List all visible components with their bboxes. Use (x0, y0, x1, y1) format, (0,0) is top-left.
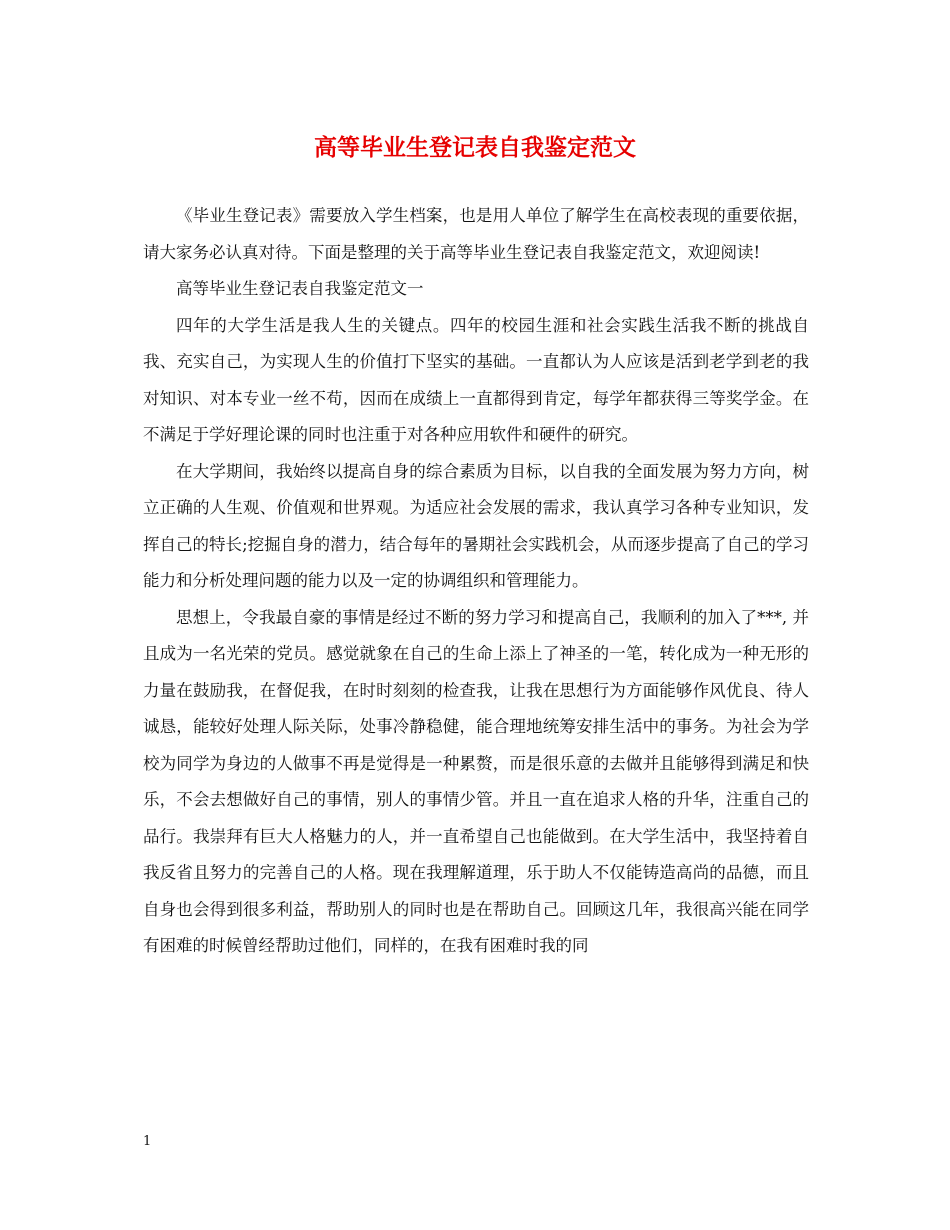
body-paragraph: 思想上，令我最自豪的事情是经过不断的努力学习和提高自己，我顺利的加入了***, 并且成为一名光荣的党员。感觉就象在自己的生命上添上了神圣的一笔，转化成为一种无形的力量在鼓励我，在督促我，在时时刻刻的检查我，让我在思想行为方面能够作风优良、待人诚恳，能较好处理人际关际，处事冷静稳健，能合理地统筹安排生活中的事务。为社会为学校为同学为身边的人做事不再是觉得是一种累赘，而是很乐意的去做并且能够得到满足和快乐，不会去想做好自己的事情，别人的事情少管。并且一直在追求人格的升华，注重自己的品行。我崇拜有巨大人格魅力的人，并一直希望自己也能做到。在大学生活中，我坚持着自我反省且努力的完善自己的人格。现在我理解道理，乐于助人不仅能铸造高尚的品德，而且自身也会得到很多利益，帮助别人的同时也是在帮助自己。回顾这几年，我很高兴能在同学有困难的时候曾经帮助过他们，同样的，在我有困难时我的同 (143, 607, 809, 955)
intro-paragraph: 《毕业生登记表》需要放入学生档案，也是用人单位了解学生在高校表现的重要依据，请大家务必认真对待。下面是整理的关于高等毕业生登记表自我鉴定范文，欢迎阅读! (143, 206, 809, 262)
document-title: 高等毕业生登记表自我鉴定范文 (314, 134, 636, 161)
document-body (143, 198, 809, 965)
body-paragraph: 在大学期间，我始终以提高自身的综合素质为目标，以自我的全面发展为努力方向，树立正确的人生观、价值观和世界观。为适应社会发展的需求，我认真学习各种专业知识，发挥自己的特长;挖掘自身的潜力，结合每年的暑期社会实践机会，从而逐步提高了自己的学习能力和分析处理问题的能力以及一定的协调组织和管理能力。 (143, 461, 809, 590)
body-paragraph: 四年的大学生活是我人生的关键点。四年的校园生涯和社会实践生活我不断的挑战自我、充实自己，为实现人生的价值打下坚实的基础。一直都认为人应该是活到老学到老的我对知识、对本专业一丝不苟，因而在成绩上一直都得到肯定，每学年都获得三等奖学金。在不满足于学好理论课的同时也注重于对各种应用软件和硬件的研究。 (143, 315, 809, 444)
section-heading: 高等毕业生登记表自我鉴定范文一 (176, 279, 424, 298)
page-number: 1 (143, 1134, 152, 1149)
